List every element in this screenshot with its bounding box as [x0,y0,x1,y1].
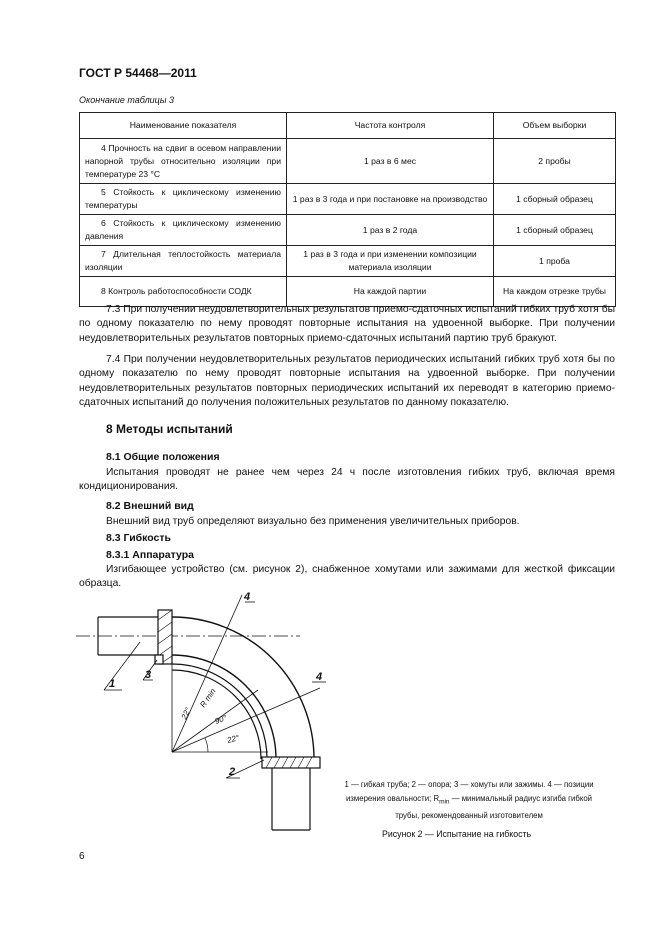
table-cell: На каждом отрезке трубы [494,277,616,307]
label-2: 2 [229,766,236,778]
table-cell: 5 Стойкость к циклическому изменению температуры [80,184,287,215]
doc-code: ГОСТ Р 54468—2011 [79,66,197,80]
table-cell: 1 раз в 3 года и при постановке на производство [287,184,494,215]
section-8-3-1-title: 8.3.1 Аппаратура [106,549,194,561]
table-cell: 1 раз в 2 года [287,215,494,246]
column-header: Частота контроля [287,113,494,139]
table-cell: 1 сборный образец [494,215,616,246]
angle-label-top: 22° [179,706,193,721]
column-header: Объем выборки [494,113,616,139]
section-8-3-1-text: Изгибающее устройство (см. рисунок 2), снабженное хомутами или зажимами для жесткой фиксации образца. [79,564,615,590]
legend-text: — минимальный радиус изгиба гибкой [449,793,593,803]
table-cell: На каждой партии [287,277,494,307]
label-1: 1 [109,678,116,690]
column-header: Наименование показателя [80,113,287,139]
table-cell: 8 Контроль работоспособности СОДК [80,277,287,307]
section-8-1-text: Испытания проводят не ранее чем через 24 ч после изготовления гибких труб, включая время кондиционирования. [79,467,615,493]
section-8-title: 8 Методы испытаний [106,422,233,436]
table-cell: 4 Прочность на сдвиг в осевом направлении напорной трубы относительно изоляции при температуре 23 °С [80,139,287,184]
angle-arc [205,738,208,752]
label-3: 3 [145,669,152,681]
pipe-bend-outer [172,617,314,759]
legend-line: 1 — гибкая труба; 2 — опора; 3 — хомуты или зажимы. 4 — позиции [344,780,594,789]
radius-label: R min [198,686,218,710]
pipe-bend-inner [172,655,276,759]
table-cell: 7 Длительная теплостойкость материала изоляции [80,246,287,277]
table-cell: 1 раз в 6 мес [287,139,494,184]
table-cell: 1 сборный образец [494,184,616,215]
legend-line [318,792,620,809]
figure-legend [318,778,620,822]
clamp-screw [155,655,163,664]
label-4-top: 4 [244,591,251,603]
figure-caption: Рисунок 2 — Испытание на гибкость [382,829,532,839]
table-caption: Окончание таблицы 3 [79,95,174,105]
table-cell: 1 раз в 3 года и при изменении композиции материала изоляции [287,246,494,277]
pipe-straight-bottom [272,768,310,830]
section-8-1-title: 8.1 Общие положения [106,451,220,463]
measure-line-right [172,688,320,752]
table-cell: 2 пробы [494,139,616,184]
table-cell: 1 проба [494,246,616,277]
section-8-3-title: 8.3 Гибкость [106,532,171,544]
paragraph-7-3: 7.3 При получении неудовлетворительных результатов приемо-сдаточных испытаний гибких труб хотя бы по одному показателю по нему проводят повторные испытания на удвоенной выборке. При получении неудовлетворительных результатов повторных приемо-сдаточных испытаний партию труб бракуют. [79,304,615,344]
legend-text: измерения овальности; R [345,793,440,803]
angle-label-mid: 90° [213,713,229,726]
section-8-2-text: Внешний вид труб определяют визуально без применения увеличительных приборов. [106,516,520,527]
legend-line: трубы, рекомендованный изготовителем [395,810,543,820]
table-cell: 6 Стойкость к циклическому изменению давления [80,215,287,246]
legend-subscript: min [439,798,450,806]
label-4-right: 4 [316,671,323,683]
section-8-2-title: 8.2 Внешний вид [106,500,194,512]
page-number: 6 [79,851,85,862]
paragraph-7-4: 7.4 При получении неудовлетворительных результатов периодических испытаний гибких труб хотя бы по одному показателю по нему проводят повторные испытания на удвоенной выборке. При получении неудовлетворительных результатов повторных периодических испытаний их переводят в категорию приемо-сдаточных испытаний до получения положительных результатов по данному показателю. [79,354,615,408]
angle-label-bottom: 22° [226,733,241,745]
